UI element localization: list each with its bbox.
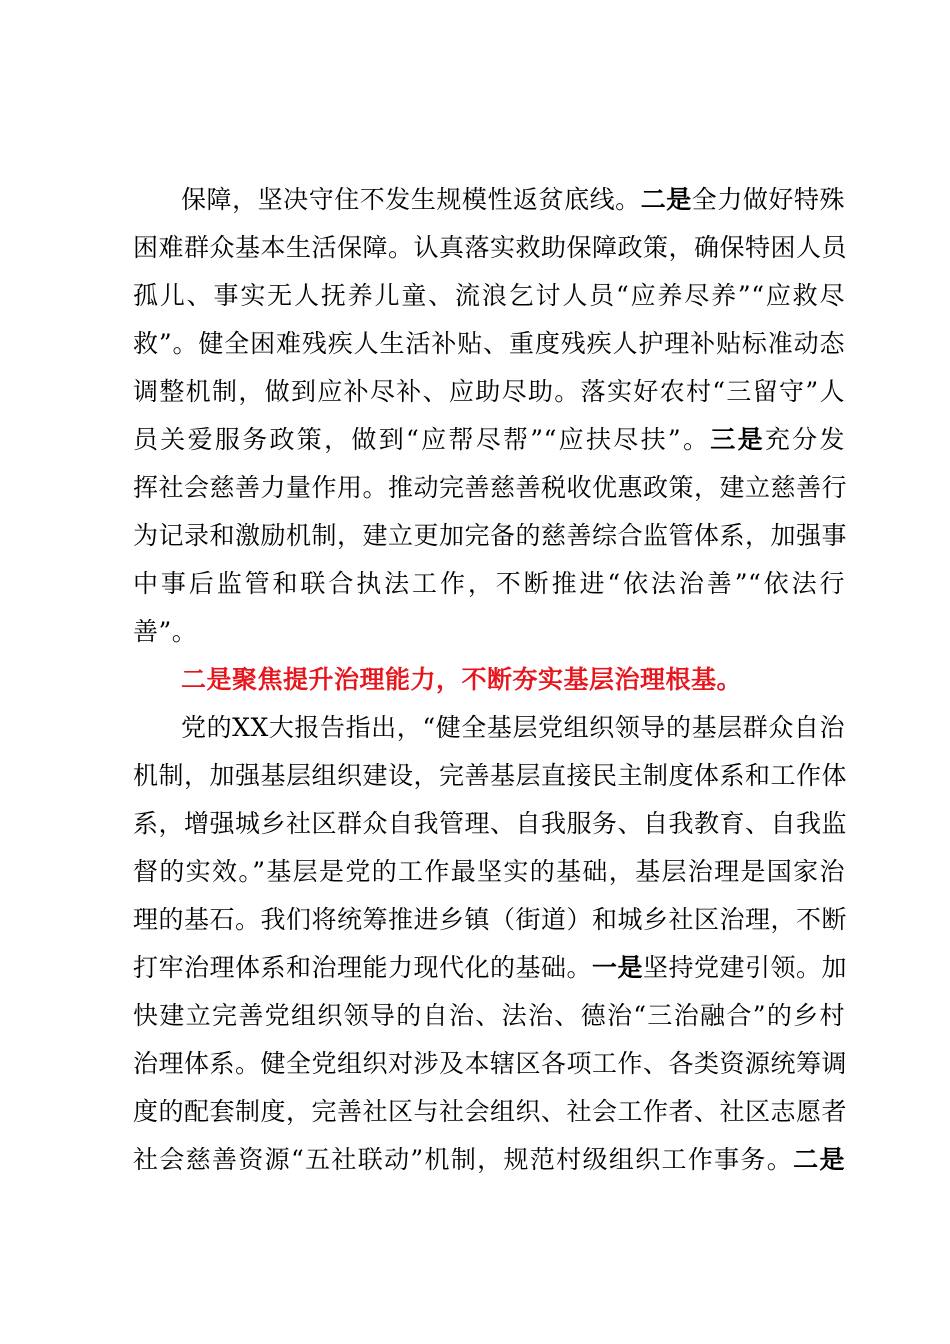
- text-line: 理的基石。我们将统筹推进乡镇（街道）和城乡社区治理，不断: [133, 905, 848, 934]
- text-line: 治理体系。健全党组织对涉及本辖区各项工作、各类资源统筹调: [133, 1049, 848, 1078]
- text-line: 系，增强城乡社区群众自我管理、自我服务、自我教育、自我监: [133, 809, 848, 838]
- text-line: 度的配套制度，完善社区与社会组织、社会工作者、社区志愿者: [133, 1097, 848, 1126]
- text-line: 督的实效。”基层是党的工作最坚实的基础，基层治理是国家治: [133, 857, 845, 886]
- paragraph-end-line: 善”。: [133, 617, 198, 646]
- text-line: 保障，坚决守住不发生规模性返贫底线。二是全力做好特殊: [181, 185, 845, 214]
- text-line: 困难群众基本生活保障。认真落实救助保障政策，确保特困人员: [133, 233, 848, 262]
- text-line: 员关爱服务政策，做到“应帮尽帮”“应扶尽扶”。三是充分发: [133, 425, 845, 454]
- text-line: 挥社会慈善力量作用。推动完善慈善税收优惠政策，建立慈善行: [133, 473, 848, 502]
- text-line: 社会慈善资源“五社联动”机制，规范村级组织工作事务。二是: [133, 1145, 845, 1174]
- text-line: 打牢治理体系和治理能力现代化的基础。一是坚持党建引领。加: [133, 953, 848, 982]
- text-line: 快建立完善党组织领导的自治、法治、德治“三治融合”的乡村: [133, 1001, 845, 1030]
- text-line: 救”。健全困难残疾人生活补贴、重度残疾人护理补贴标准动态: [133, 329, 845, 358]
- text-line: 中事后监管和联合执法工作，不断推进“依法治善”“依法行: [133, 569, 845, 598]
- text-line: 机制，加强基层组织建设，完善基层直接民主制度体系和工作体: [133, 761, 848, 790]
- text-line: 调整机制，做到应补尽补、应助尽助。落实好农村“三留守”人: [133, 377, 845, 406]
- text-line: 孤儿、事实无人抚养儿童、流浪乞讨人员“应养尽养”“应救尽: [133, 281, 845, 310]
- text-line: 为记录和激励机制，建立更加完备的慈善综合监管体系，加强事: [133, 521, 848, 550]
- section-heading: 二是聚焦提升治理能力，不断夯实基层治理根基。: [181, 665, 743, 694]
- text-line: 党的XX大报告指出，“健全基层党组织领导的基层群众自治: [181, 713, 845, 742]
